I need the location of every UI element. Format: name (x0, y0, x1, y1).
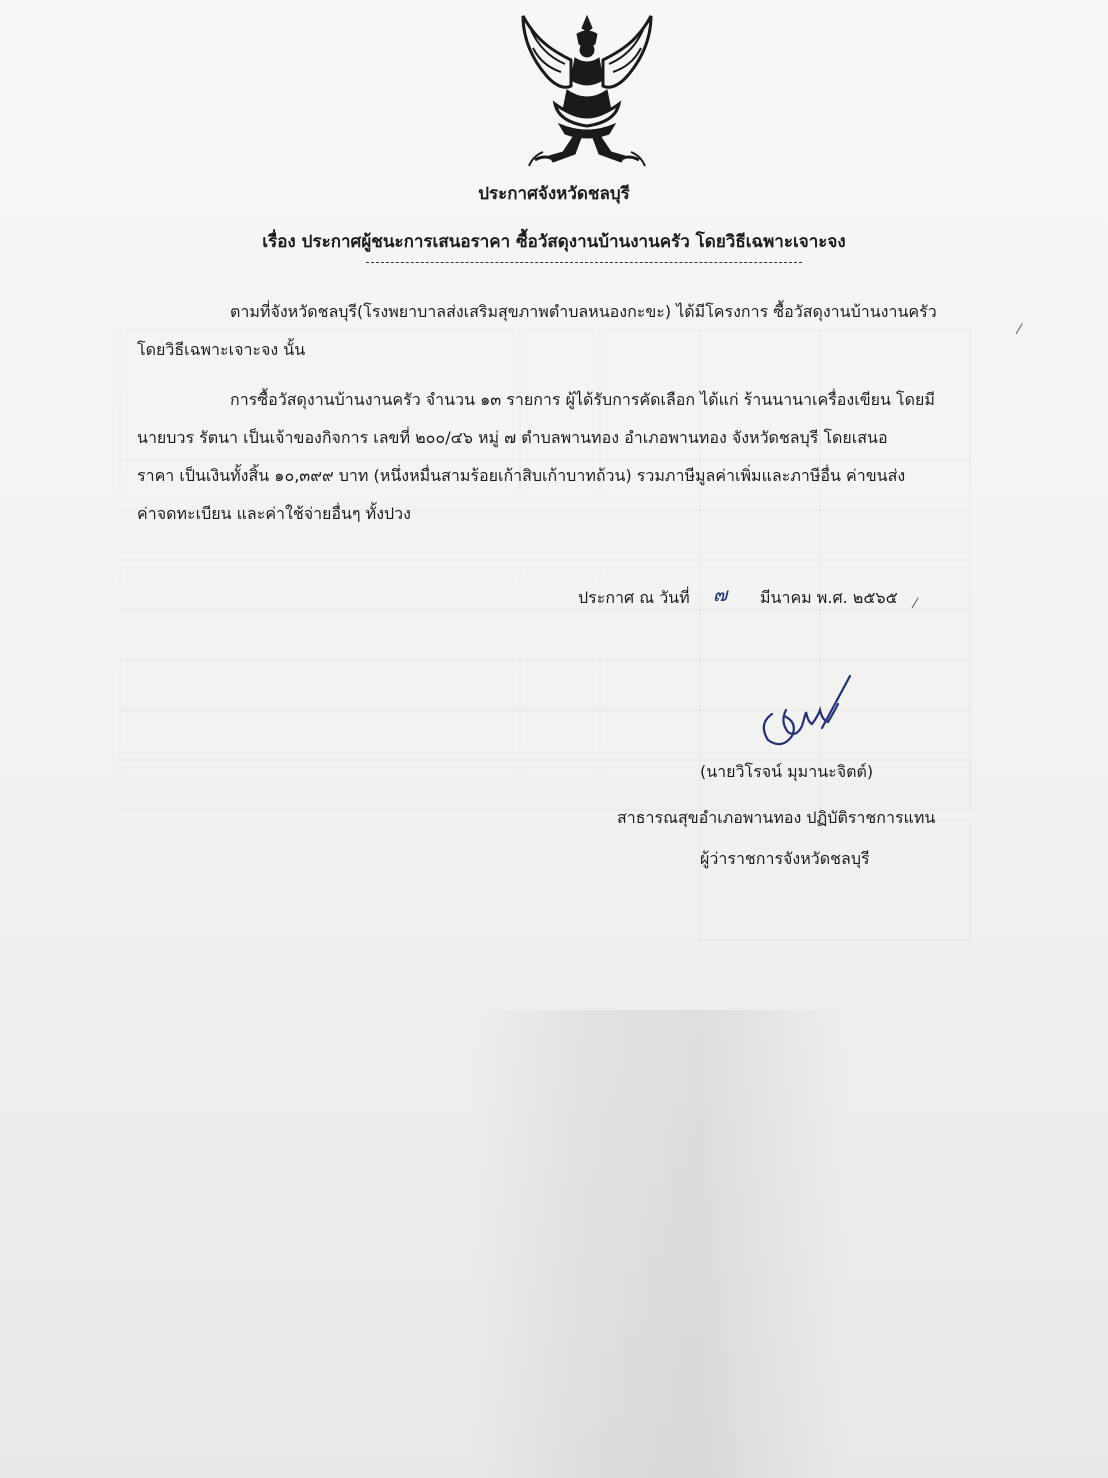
paragraph2-line2: นายบวร รัตนา เป็นเจ้าของกิจการ เลขที่ ๒๐๐/๔๖ หมู่ ๗ ตำบลพานทอง อำเภอพานทอง จังหวัดชลบุรี โดยเสนอ (137, 428, 888, 447)
announce-prefix: ประกาศ ณ วันที่ (578, 588, 690, 607)
signer-position: สาธารณสุขอำเภอพานทอง ปฏิบัติราชการแทน (617, 808, 936, 827)
handwritten-signature (752, 672, 862, 752)
garuda-emblem-icon (515, 12, 660, 174)
pen-tick-mark: ⁄ (914, 596, 917, 612)
document-subject: เรื่อง ประกาศผู้ชนะการเสนอราคา ซื้อวัสดุงานบ้านงานครัว โดยวิธีเฉพาะเจาะจง (262, 232, 846, 252)
hand-shadow (470, 1010, 850, 1478)
paragraph2-line3: ราคา เป็นเงินทั้งสิ้น ๑๐,๓๙๙ บาท (หนึ่งหมื่นสามร้อยเก้าสิบเก้าบาทถ้วน) รวมภาษีมูลค่าเพิ่มและภาษีอื่น ค่าขนส่ง (137, 466, 906, 485)
signer-name: (นายวิโรจน์ มุมานะจิตต์) (700, 762, 874, 781)
signer-position-governor: ผู้ว่าราชการจังหวัดชลบุรี (700, 849, 870, 868)
paragraph1-line2: โดยวิธีเฉพาะเจาะจง นั้น (137, 340, 306, 359)
announce-month-year: มีนาคม พ.ศ. ๒๕๖๕ (760, 588, 898, 607)
document-title: ประกาศจังหวัดชลบุรี (478, 184, 630, 204)
announce-day-handwritten: ๗ (713, 584, 728, 606)
title-divider (366, 262, 802, 263)
show-through-table (100, 130, 1000, 970)
paragraph2-line1: การซื้อวัสดุงานบ้านงานครัว จำนวน ๑๓ รายการ ผู้ได้รับการคัดเลือก ได้แก่ ร้านนานาเครื่องเขียน โดยมี (230, 390, 935, 409)
pen-tick-mark-2: ⁄ (1018, 322, 1021, 338)
paragraph1-line1: ตามที่จังหวัดชลบุรี(โรงพยาบาลส่งเสริมสุขภาพตำบลหนองกะขะ) ได้มีโครงการ ซื้อวัสดุงานบ้านงานครัว (230, 302, 937, 321)
paragraph2-line4: ค่าจดทะเบียน และค่าใช้จ่ายอื่นๆ ทั้งปวง (137, 504, 411, 523)
